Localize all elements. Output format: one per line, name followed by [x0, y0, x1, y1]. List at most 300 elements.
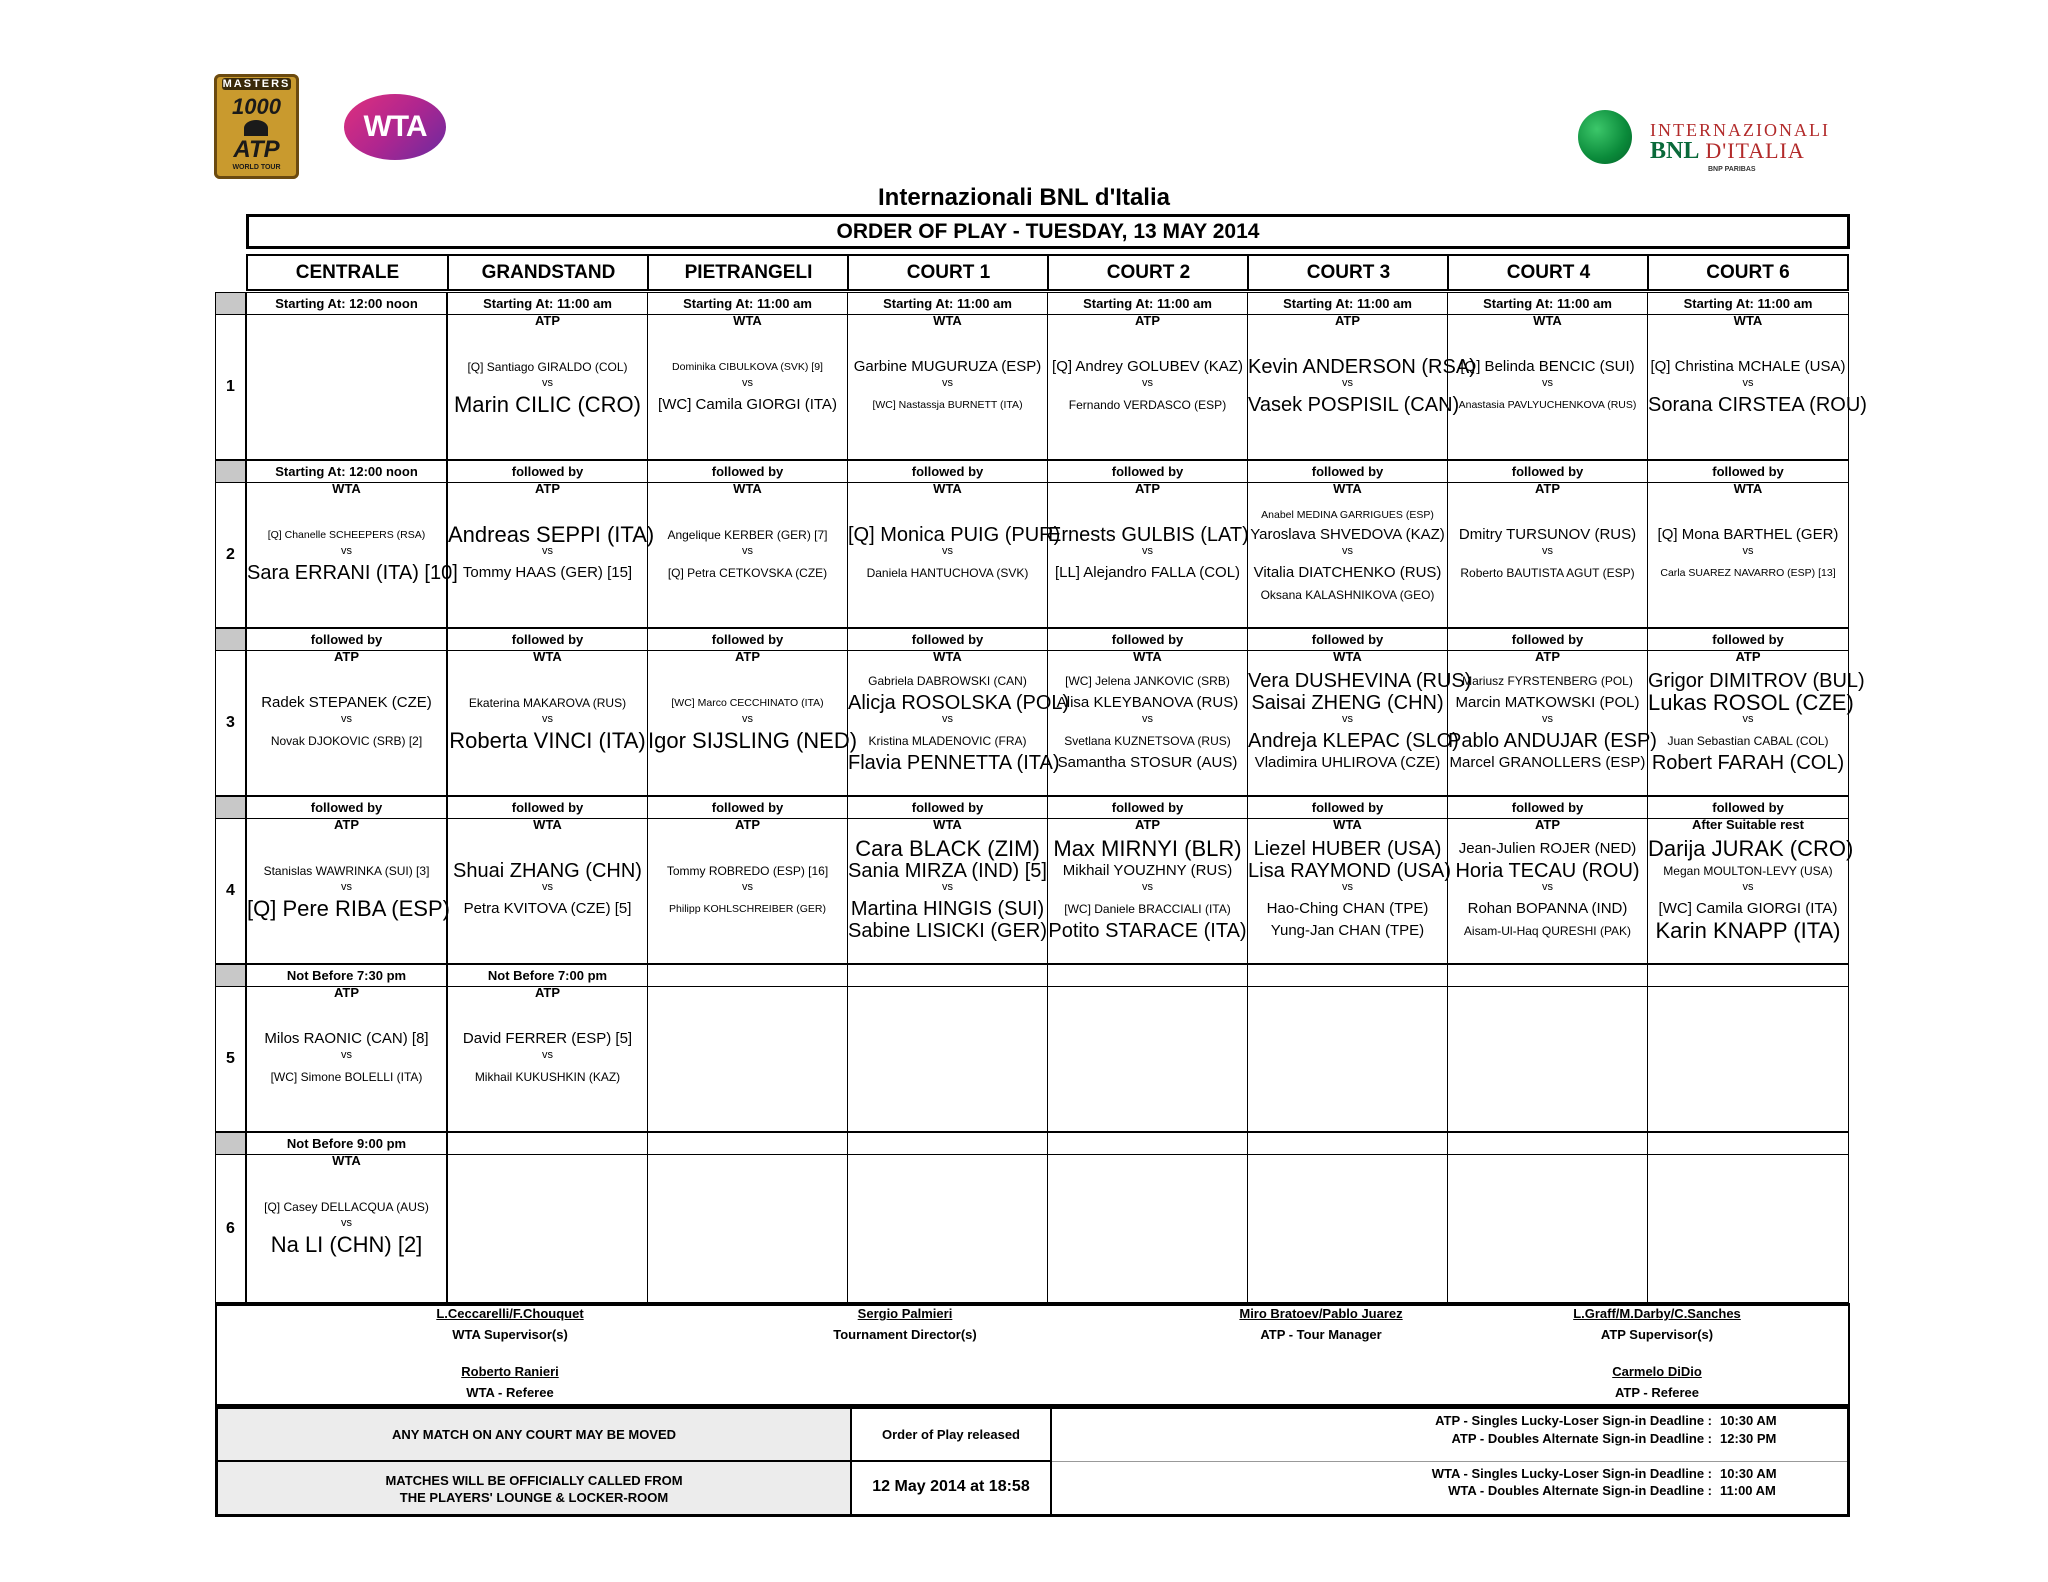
player-name: Dominika CIBULKOVA (SVK) [9] [672, 361, 823, 373]
court-header: COURT 4 [1447, 254, 1648, 291]
vs-separator: vs [341, 881, 352, 893]
masters-logo-number: 1000 [232, 94, 281, 119]
match-cell [246, 292, 447, 460]
player-name: Flavia PENNETTA (ITA) [848, 752, 1060, 774]
slot-number: 5 [226, 1050, 235, 1067]
player-name: Cara BLACK (ZIM) [855, 836, 1040, 861]
start-time: followed by [448, 797, 647, 819]
start-time: Starting At: 12:00 noon [247, 293, 446, 315]
player-name: Darija JURAK (CRO) [1648, 836, 1854, 861]
note-called [218, 1462, 852, 1514]
player-name: Potito STARACE (ITA) [1048, 920, 1247, 942]
start-time: followed by [848, 797, 1047, 819]
player-name: Vera DUSHEVINA (RUS) [1248, 670, 1472, 692]
start-time: Starting At: 11:00 am [1648, 293, 1848, 315]
player-name: [WC] Simone BOLELLI (ITA) [270, 1070, 423, 1084]
player-name: [Q] Monica PUIG (PUR) [848, 524, 1061, 546]
player-name: Alisa KLEYBANOVA (RUS) [1056, 694, 1239, 711]
player-name: Marin CILIC (CRO) [453, 392, 641, 417]
slot-number: 1 [226, 378, 235, 395]
start-time: followed by [1048, 461, 1247, 483]
match-cell [246, 460, 458, 628]
tour-label: ATP [1534, 481, 1561, 496]
official-role: ATP Supervisor(s) [1600, 1327, 1714, 1342]
note-called-line1: MATCHES WILL BE OFFICIALLY CALLED FROM [385, 1473, 683, 1488]
match-cell [1647, 796, 1854, 964]
player-name: Mariusz FYRSTENBERG (POL) [1462, 674, 1633, 688]
start-time: followed by [1048, 629, 1247, 651]
bnl-logo [1578, 106, 1838, 176]
slot-number-cell [215, 628, 246, 796]
official-role: ATP - Referee [1614, 1385, 1700, 1400]
start-time: followed by [648, 797, 847, 819]
player-name: Dmitry TURSUNOV (RUS) [1458, 526, 1637, 543]
match-cell [847, 628, 1070, 796]
match-slot [215, 628, 1865, 796]
bnl-logo-line1: INTERNAZIONALI [1650, 120, 1830, 140]
start-time: followed by [448, 461, 647, 483]
player-name: Novak DJOKOVIC (SRB) [2] [270, 734, 423, 748]
start-time: followed by [1248, 461, 1447, 483]
vs-separator: vs [542, 1049, 553, 1061]
player-name: [Q] Pere RIBA (ESP) [247, 896, 450, 921]
match-cell [447, 292, 648, 460]
start-time: followed by [247, 797, 446, 819]
start-time: Starting At: 11:00 am [1248, 293, 1447, 315]
player-name: Kristina MLADENOVIC (FRA) [868, 734, 1027, 748]
player-name: Sorana CIRSTEA (ROU) [1648, 394, 1867, 416]
tour-label: WTA [733, 481, 762, 496]
match-cell [1047, 460, 1248, 628]
match-cell [246, 1132, 447, 1303]
tour-label: WTA [1733, 481, 1763, 496]
match-cell [1447, 796, 1648, 964]
player-name: Vasek POSPISIL (CAN) [1248, 394, 1460, 416]
player-name: Vitalia DIATCHENKO (RUS) [1253, 564, 1442, 581]
tour-label: ATP [734, 817, 761, 832]
court-header: GRANDSTAND [447, 254, 648, 291]
player-name: Daniela HANTUCHOVA (SVK) [866, 566, 1029, 580]
start-time [848, 965, 1047, 987]
deadline-label: ATP - Singles Lucky-Loser Sign-in Deadline : [1435, 1413, 1712, 1428]
bnl-logo-ditalia: D'ITALIA [1705, 138, 1805, 163]
vs-separator: vs [1542, 545, 1553, 557]
vs-separator: vs [341, 713, 352, 725]
slot-number: 4 [226, 882, 235, 899]
start-time [1648, 965, 1848, 987]
start-time: followed by [1048, 797, 1247, 819]
masters-logo-sub: WORLD TOUR [232, 164, 281, 171]
released-value: 12 May 2014 at 18:58 [852, 1462, 1052, 1514]
vs-separator: vs [1342, 545, 1353, 557]
player-name: Robert FARAH (COL) [1651, 752, 1845, 774]
atp-deadlines [1052, 1409, 1847, 1462]
start-time [1448, 965, 1647, 987]
player-name: Sara ERRANI (ITA) [10] [247, 562, 458, 584]
slot-number-shade [216, 461, 245, 483]
match-cell [1447, 292, 1648, 460]
vs-separator: vs [542, 377, 553, 389]
slot-number-shade [216, 293, 245, 315]
player-name: Igor SIJSLING (NED) [648, 728, 858, 753]
masters-logo-atp: ATP [233, 136, 280, 163]
deadline-label: ATP - Doubles Alternate Sign-in Deadline : [1451, 1431, 1712, 1446]
masters-logo-top: MASTERS [222, 78, 291, 90]
match-cell [1247, 628, 1472, 796]
tennis-ball-icon [1578, 110, 1632, 164]
officials-section [215, 1303, 1850, 1406]
match-cell [1447, 460, 1648, 628]
player-name: Fernando VERDASCO (ESP) [1068, 398, 1227, 412]
start-time: followed by [1648, 629, 1848, 651]
player-name: Horia TECAU (ROU) [1455, 860, 1640, 882]
player-name: Tommy ROBREDO (ESP) [16] [666, 864, 829, 878]
slot-number-cell [215, 964, 246, 1132]
official-atp-referee [1497, 1364, 1817, 1400]
player-name: Liezel HUBER (USA) [1253, 838, 1442, 860]
tour-label: After Suitable rest [1692, 817, 1804, 832]
tour-label: WTA [733, 313, 762, 328]
player-name: Mikhail KUKUSHKIN (KAZ) [474, 1070, 621, 1084]
vs-separator: vs [341, 545, 352, 557]
deadline-value: 10:30 AM [1720, 1413, 1777, 1428]
player-name: Gabriela DABROWSKI (CAN) [868, 674, 1027, 688]
player-name: [Q] Mona BARTHEL (GER) [1657, 526, 1839, 543]
match-cell [1647, 628, 1865, 796]
player-name: Juan Sebastian CABAL (COL) [1667, 734, 1829, 748]
start-time: followed by [648, 461, 847, 483]
player-name: Lukas ROSOL (CZE) [1648, 690, 1854, 715]
court-header: COURT 1 [847, 254, 1048, 291]
start-time [448, 1133, 647, 1155]
match-cell [447, 628, 648, 796]
tour-label: WTA [1333, 649, 1362, 664]
player-name: [LL] Alejandro FALLA (COL) [1054, 564, 1241, 581]
tour-label: ATP [534, 985, 561, 1000]
match-cell [1047, 628, 1248, 796]
match-cell [1647, 460, 1849, 628]
player-name: Pablo ANDUJAR (ESP) [1448, 730, 1657, 752]
court-header: PIETRANGELI [647, 254, 848, 291]
vs-separator: vs [1142, 377, 1153, 389]
slot-number: 2 [226, 546, 235, 563]
wta-deadlines [1052, 1462, 1847, 1514]
start-time: Starting At: 11:00 am [1048, 293, 1247, 315]
match-cell [1047, 1132, 1248, 1303]
slot-number: 3 [226, 714, 235, 731]
tour-label: ATP [333, 985, 360, 1000]
player-name: David FERRER (ESP) [5] [462, 1030, 633, 1047]
start-time: followed by [1648, 797, 1848, 819]
tour-label: ATP [1134, 313, 1161, 328]
deadline-value: 10:30 AM [1720, 1466, 1777, 1481]
start-time: followed by [1448, 629, 1647, 651]
tour-label: WTA [332, 1153, 361, 1168]
vs-separator: vs [942, 377, 953, 389]
slot-number-cell [215, 796, 246, 964]
player-name: Max MIRNYI (BLR) [1053, 836, 1242, 861]
deadline-label: WTA - Singles Lucky-Loser Sign-in Deadline : [1431, 1466, 1712, 1481]
start-time [648, 965, 847, 987]
player-name: [WC] Marco CECCHINATO (ITA) [671, 697, 824, 709]
match-cell [447, 964, 648, 1132]
vs-separator: vs [942, 545, 953, 557]
player-name: Hao-Ching CHAN (TPE) [1266, 900, 1429, 917]
start-time [1248, 1133, 1447, 1155]
tour-label: ATP [1134, 481, 1161, 496]
player-name: Kevin ANDERSON (RSA) [1248, 356, 1476, 378]
match-cell [1647, 1132, 1849, 1303]
vs-separator: vs [341, 1049, 352, 1061]
note-moved: ANY MATCH ON ANY COURT MAY BE MOVED [218, 1409, 852, 1462]
slot-number-shade [216, 1133, 245, 1155]
player-name: Ernests GULBIS (LAT) [1048, 524, 1249, 546]
tour-label: WTA [933, 817, 962, 832]
match-cell [1247, 964, 1448, 1132]
start-time: Not Before 7:30 pm [247, 965, 446, 987]
match-cell [847, 964, 1048, 1132]
match-cell [847, 1132, 1048, 1303]
slot-number-cell [215, 460, 246, 628]
official-atp-tour-manager [1161, 1306, 1481, 1342]
official-name: Miro Bratoev/Pablo Juarez [1239, 1306, 1403, 1321]
tour-label: WTA [1333, 481, 1362, 496]
start-time: followed by [1248, 797, 1447, 819]
official-role: WTA Supervisor(s) [452, 1327, 568, 1342]
player-name: [Q] Chanelle SCHEEPERS (RSA) [267, 529, 426, 541]
player-name: Alicja ROSOLSKA (POL) [848, 692, 1070, 714]
player-name: Shuai ZHANG (CHN) [453, 860, 642, 882]
match-cell [647, 292, 848, 460]
vs-separator: vs [1542, 713, 1553, 725]
start-time [848, 1133, 1047, 1155]
tour-label: ATP [1334, 313, 1361, 328]
match-cell [1047, 796, 1248, 964]
official-name: Roberto Ranieri [461, 1364, 559, 1379]
player-name: [WC] Jelena JANKOVIC (SRB) [1065, 674, 1230, 688]
start-time [648, 1133, 847, 1155]
match-cell [847, 292, 1048, 460]
match-cell [1447, 1132, 1648, 1303]
player-name: Yaroslava SHVEDOVA (KAZ) [1250, 526, 1445, 543]
vs-separator: vs [1742, 545, 1754, 557]
player-name: Lisa RAYMOND (USA) [1248, 860, 1451, 882]
match-cell [1647, 292, 1867, 460]
start-time: followed by [1648, 461, 1848, 483]
tour-label: WTA [533, 817, 562, 832]
match-cell [1247, 1132, 1448, 1303]
start-time: Not Before 9:00 pm [247, 1133, 446, 1155]
player-name: Roberta VINCI (ITA) [449, 728, 646, 753]
match-cell [647, 964, 848, 1132]
official-name: Sergio Palmieri [857, 1306, 953, 1321]
vs-separator: vs [742, 881, 753, 893]
player-name: Rohan BOPANNA (IND) [1467, 900, 1628, 917]
match-slot [215, 796, 1854, 964]
player-name: Sania MIRZA (IND) [5] [848, 860, 1047, 882]
match-cell [647, 628, 858, 796]
match-cell [647, 460, 848, 628]
tour-label: WTA [1133, 649, 1162, 664]
released-label: Order of Play released [852, 1409, 1052, 1462]
player-name: Marcel GRANOLLERS (ESP) [1449, 754, 1646, 771]
player-name: Yung-Jan CHAN (TPE) [1270, 922, 1425, 939]
player-name: Andreas SEPPI (ITA) [448, 522, 655, 547]
player-name: Anastasia PAVLYUCHENKOVA (RUS) [1458, 399, 1637, 411]
match-cell [1047, 964, 1248, 1132]
start-time: Starting At: 12:00 noon [247, 461, 446, 483]
player-name: Ekaterina MAKAROVA (RUS) [468, 696, 627, 710]
match-cell [1447, 628, 1657, 796]
tour-label: WTA [933, 313, 962, 328]
player-name: [WC] Camila GIORGI (ITA) [658, 396, 837, 413]
slot-number: 6 [226, 1219, 235, 1237]
player-name: Karin KNAPP (ITA) [1655, 918, 1841, 943]
start-time: followed by [1448, 461, 1647, 483]
deadline-value: 11:00 AM [1720, 1483, 1776, 1498]
bnl-logo-line2 [1650, 138, 1805, 165]
official-tournament-director [745, 1306, 1065, 1342]
vs-separator: vs [1542, 377, 1553, 389]
match-cell [246, 628, 447, 796]
player-name: [WC] Camila GIORGI (ITA) [1658, 900, 1838, 917]
start-time: Starting At: 11:00 am [1448, 293, 1647, 315]
player-name: Jean-Julien ROJER (NED) [1458, 840, 1637, 857]
player-name: Saisai ZHENG (CHN) [1251, 692, 1444, 714]
official-name: Carmelo DiDio [1612, 1364, 1702, 1379]
slot-number-shade [216, 797, 245, 819]
slot-number-shade [216, 629, 245, 651]
start-time: followed by [848, 461, 1047, 483]
match-cell [1447, 964, 1648, 1132]
player-name: [WC] Daniele BRACCIALI (ITA) [1064, 902, 1231, 916]
vs-separator: vs [1142, 881, 1153, 893]
official-wta-referee [350, 1364, 670, 1400]
vs-separator: vs [542, 545, 553, 557]
start-time [1248, 965, 1447, 987]
tour-label: ATP [534, 313, 561, 328]
tour-label: ATP [734, 649, 761, 664]
player-name: Carla SUAREZ NAVARRO (ESP) [13] [1660, 567, 1836, 579]
vs-separator: vs [1142, 713, 1153, 725]
deadline-value: 12:30 PM [1720, 1431, 1777, 1446]
deadline-label: WTA - Doubles Alternate Sign-in Deadline : [1448, 1483, 1712, 1498]
tour-label: WTA [533, 649, 562, 664]
match-cell [847, 460, 1061, 628]
vs-separator: vs [1342, 713, 1353, 725]
note-called-line2: THE PLAYERS' LOUNGE & LOCKER-ROOM [399, 1490, 669, 1505]
player-name: Samantha STOSUR (AUS) [1057, 754, 1238, 771]
start-time: followed by [1448, 797, 1647, 819]
vs-separator: vs [1742, 377, 1754, 389]
wta-logo: WTA [344, 94, 446, 160]
player-name: Petra KVITOVA (CZE) [5] [463, 900, 632, 917]
vs-separator: vs [1742, 713, 1754, 725]
court-header: COURT 2 [1047, 254, 1248, 291]
official-wta-supervisor [350, 1306, 670, 1342]
player-name: Aisam-Ul-Haq QURESHI (PAK) [1463, 924, 1632, 938]
official-name: L.Ceccarelli/F.Chouquet [436, 1306, 584, 1321]
start-time: Starting At: 11:00 am [448, 293, 647, 315]
tour-label: ATP [1735, 649, 1761, 664]
player-name: Marcin MATKOWSKI (POL) [1455, 694, 1640, 711]
vs-separator: vs [1342, 377, 1353, 389]
vs-separator: vs [942, 713, 953, 725]
vs-separator: vs [1142, 545, 1153, 557]
start-time [1448, 1133, 1647, 1155]
official-name: L.Graff/M.Darby/C.Sanches [1573, 1306, 1741, 1321]
vs-separator: vs [942, 881, 953, 893]
player-name: Roberto BAUTISTA AGUT (ESP) [1460, 566, 1635, 580]
tour-label: WTA [933, 481, 962, 496]
start-time: Starting At: 11:00 am [648, 293, 847, 315]
start-time: followed by [648, 629, 847, 651]
match-cell [447, 1132, 648, 1303]
atp-masters-logo [214, 74, 299, 179]
start-time: Starting At: 11:00 am [848, 293, 1047, 315]
match-cell [1247, 796, 1451, 964]
slot-number-shade [216, 965, 245, 987]
match-cell [647, 796, 848, 964]
court-header: COURT 3 [1247, 254, 1448, 291]
player-silhouette-icon [244, 120, 268, 136]
tour-label: ATP [1134, 817, 1161, 832]
official-role: ATP - Tour Manager [1260, 1327, 1382, 1342]
player-name: Andreja KLEPAC (SLO) [1248, 730, 1459, 752]
player-name: [Q] Andrey GOLUBEV (KAZ) [1052, 358, 1243, 375]
bnl-logo-bnl: BNL [1650, 138, 1700, 164]
start-time [1048, 965, 1247, 987]
tour-label: WTA [1533, 313, 1562, 328]
player-name: Garbine MUGURUZA (ESP) [853, 358, 1042, 375]
player-name: Svetlana KUZNETSOVA (RUS) [1064, 734, 1231, 748]
start-time: followed by [848, 629, 1047, 651]
slot-number-cell [215, 1132, 246, 1303]
start-time: followed by [1248, 629, 1447, 651]
slot-number-cell [215, 292, 246, 460]
match-cell [246, 964, 447, 1132]
player-name: Martina HINGIS (SUI) [850, 898, 1045, 920]
official-role: WTA - Referee [466, 1385, 554, 1400]
vs-separator: vs [742, 713, 753, 725]
player-name: [Q] Christina MCHALE (USA) [1650, 358, 1846, 375]
match-cell [447, 796, 648, 964]
official-role: Tournament Director(s) [833, 1327, 977, 1342]
player-name: Sabine LISICKI (GER) [848, 920, 1047, 942]
player-name: [Q] Petra CETKOVSKA (CZE) [667, 566, 828, 580]
start-time [1048, 1133, 1247, 1155]
bnl-logo-line3: BNP PARIBAS [1708, 166, 1756, 173]
vs-separator: vs [1342, 881, 1353, 893]
player-name: Vladimira UHLIROVA (CZE) [1254, 754, 1441, 771]
match-cell [1247, 460, 1448, 628]
start-time: followed by [448, 629, 647, 651]
start-time: followed by [247, 629, 446, 651]
player-name: [Q] Belinda BENCIC (SUI) [1460, 358, 1635, 375]
match-cell [1047, 292, 1248, 460]
player-name: [Q] Casey DELLACQUA (AUS) [264, 1200, 429, 1214]
tour-label: ATP [534, 481, 561, 496]
tour-label: WTA [332, 481, 361, 496]
player-name: Grigor DIMITROV (BUL) [1648, 670, 1865, 692]
match-slot [215, 1132, 1850, 1303]
match-cell [246, 796, 450, 964]
order-of-play-heading: ORDER OF PLAY - TUESDAY, 13 MAY 2014 [246, 214, 1850, 249]
vs-separator: vs [1542, 881, 1553, 893]
player-name: [WC] Nastassja BURNETT (ITA) [872, 399, 1023, 411]
tour-label: WTA [933, 649, 962, 664]
match-slot [215, 964, 1850, 1132]
